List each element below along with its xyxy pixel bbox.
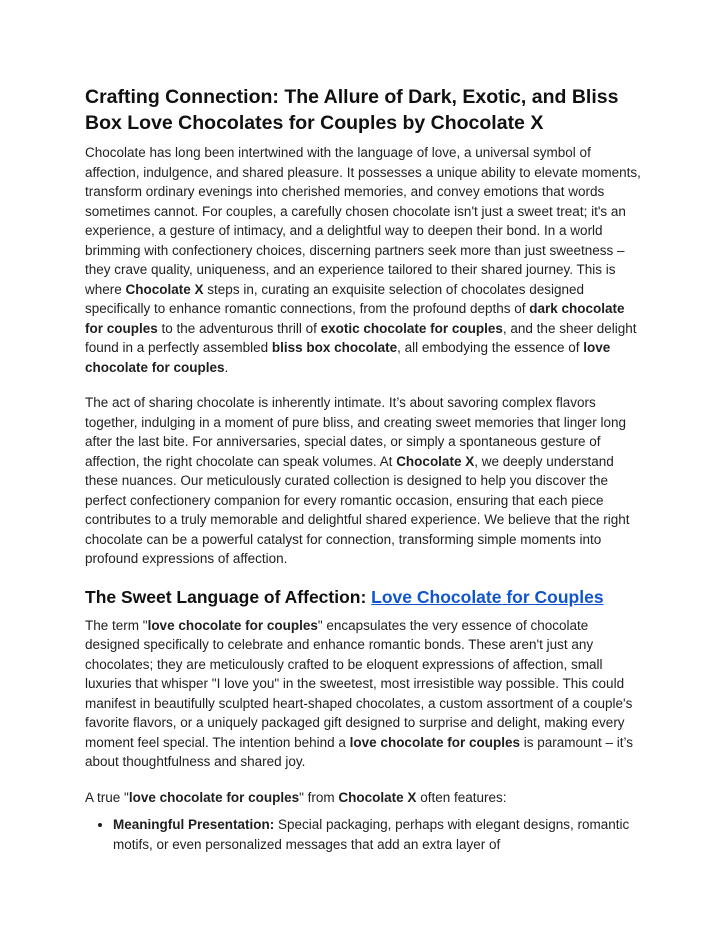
list-item-title: Meaningful Presentation: (113, 817, 275, 832)
love-chocolate-link[interactable]: Love Chocolate for Couples (371, 586, 604, 607)
features-intro-paragraph (85, 788, 645, 808)
bold-text: Chocolate X (338, 789, 417, 805)
text-run: steps in, curating an exquisite selection of chocolates designed specifically to enhance romantic connections, from the profound depths of (85, 281, 585, 316)
text-run: " encapsulates the very essence of chocolate designed specifically to celebrate and enhance romantic bonds. These aren't just any chocolates; they are meticulously crafted to be eloquent expressions of affection, small luxuries that whisper "I love you" in the sweetest, most irresistible way possible. This could manifest in beautifully sculpted heart-shaped chocolates, a custom assortment of a couple's favorite flavors, or a uniquely packaged gift designed to surprise and delight, making every moment feel special. The intention behind a (85, 617, 633, 750)
bold-text: love chocolate for couples (128, 789, 300, 805)
text-run: , all embodying the essence of (397, 340, 584, 355)
text-run: , and the sheer delight found in a perfectly assembled (85, 320, 637, 355)
definition-paragraph (85, 616, 645, 772)
bold-text: love chocolate for couples (147, 617, 318, 633)
intro-paragraph (85, 143, 645, 377)
text-run: is paramount – it’s about thoughtfulness and shared joy. (85, 734, 634, 769)
features-list (85, 815, 645, 854)
section-heading (85, 585, 645, 609)
bold-text: Chocolate X (125, 281, 204, 297)
text-run: The term " (85, 617, 148, 633)
bold-text: love chocolate for couples (85, 340, 611, 375)
list-item (113, 815, 645, 854)
bold-text: exotic chocolate for couples (320, 320, 503, 336)
text-run: " from (299, 789, 339, 805)
bold-text: bliss box chocolate (271, 340, 398, 355)
text-run: A true " (85, 789, 129, 805)
bold-text: dark chocolate for couples (85, 301, 625, 336)
text-run: The act of sharing chocolate is inherently intimate. It’s about savoring complex flavors together, indulging in a moment of pure bliss, and creating sweet memories that linger long after the last bite. For anniversaries, special dates, or simply a spontaneous gesture of affection, the right chocolate can speak volumes. At (85, 395, 627, 469)
bold-text: Chocolate X (396, 453, 475, 469)
sharing-paragraph (85, 393, 645, 569)
document-body (85, 84, 645, 854)
text-run: often features: (416, 789, 507, 805)
text-run: Chocolate has long been intertwined with the language of love, a universal symbol of affection, indulgence, and shared pleasure. It possesses a unique ability to elevate moments, transform ordinary evenings into cherished memories, and convey emotions that words sometimes cannot. For couples, a carefully chosen chocolate isn't just a sweet treat; it's an experience, a gesture of intimacy, and a delightful way to deepen their bond. In a world brimming with confectionery choices, discerning partners seek more than just sweetness – they crave quality, uniqueness, and an experience tailored to their shared journey. This is where (85, 145, 641, 297)
text-run: , we deeply understand these nuances. Our meticulously curated collection is designed to help you discover the perfect confectionery companion for every romantic occasion, ensuring that each piece contributes to a truly memorable and delightful shared experience. We believe that the right chocolate can be a powerful catalyst for connection, transforming simple moments into profound expressions of affection. (85, 453, 630, 566)
list-item-text: Special packaging, perhaps with elegant designs, romantic motifs, or even personalized messages that add an extra layer of (113, 817, 630, 852)
main-heading: Crafting Connection: The Allure of Dark, Exotic, and Bliss Box Love Chocolates for Couples by Chocolate X (85, 86, 619, 134)
text-run: . (224, 359, 229, 375)
bold-text: love chocolate for couples (349, 734, 520, 750)
section-heading-prefix: The Sweet Language of Affection: (85, 586, 372, 607)
text-run: to the adventurous thrill of (157, 320, 321, 336)
